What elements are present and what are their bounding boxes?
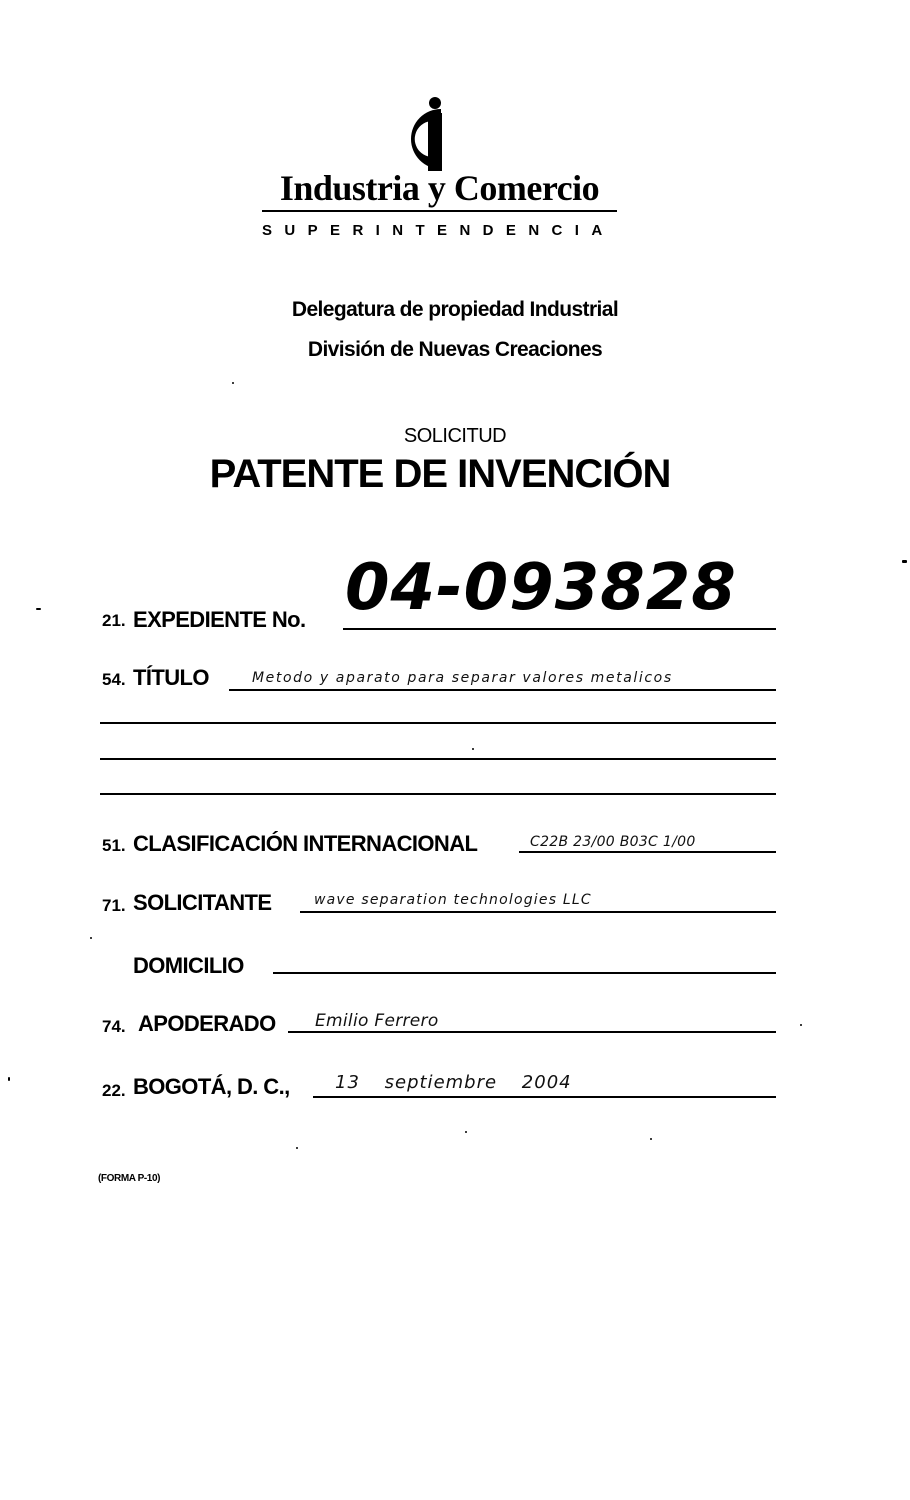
expediente-number: 21. xyxy=(102,611,126,630)
scan-speck xyxy=(800,1024,802,1026)
domicilio-line xyxy=(273,972,776,974)
bogota-value: 13 septiembre 2004 xyxy=(335,1072,572,1093)
solicitante-value: wave separation technologies LLC xyxy=(314,892,592,908)
solicitante-number: 71. xyxy=(102,896,126,915)
apoderado-number: 74. xyxy=(102,1017,126,1036)
patente-title: PATENTE DE INVENCIÓN xyxy=(209,452,671,496)
bogota-line xyxy=(313,1096,776,1098)
scan-speck xyxy=(90,937,92,939)
clasificacion-number: 51. xyxy=(102,836,126,855)
clasificacion-line xyxy=(519,851,776,853)
titulo-line-2 xyxy=(100,722,776,724)
apoderado-label: APODERADO xyxy=(138,1011,276,1036)
scan-speck xyxy=(650,1138,652,1140)
titulo-label: TÍTULO xyxy=(133,665,209,690)
solicitante-line xyxy=(300,911,776,913)
titulo-line-4 xyxy=(100,793,776,795)
scan-speck xyxy=(472,748,474,750)
scan-speck xyxy=(36,608,41,610)
apoderado-value: Emilio Ferrero xyxy=(315,1011,439,1031)
solicitud-title: SOLICITUD xyxy=(403,425,507,447)
scan-speck xyxy=(296,1147,298,1149)
forma-code: (FORMA P-10) xyxy=(98,1173,161,1184)
ic-logo-icon xyxy=(395,95,475,175)
titulo-line-3 xyxy=(100,758,776,760)
division-heading: División de Nuevas Creaciones xyxy=(307,338,603,361)
bogota-label: BOGOTÁ, D. C., xyxy=(133,1074,290,1099)
titulo-number: 54. xyxy=(102,670,126,689)
brand-name: Industria y Comercio xyxy=(279,168,600,208)
clasificacion-label: CLASIFICACIÓN INTERNACIONAL xyxy=(133,831,478,856)
scan-speck xyxy=(465,1131,467,1133)
titulo-value: Metodo y aparato para separar valores metalicos xyxy=(252,670,673,686)
expediente-value: 04-093828 xyxy=(345,551,737,625)
expediente-line xyxy=(343,628,776,630)
scan-speck xyxy=(902,560,907,563)
apoderado-line xyxy=(288,1031,776,1033)
clasificacion-value: C22B 23/00 B03C 1/00 xyxy=(530,834,696,850)
bogota-number: 22. xyxy=(102,1081,126,1100)
brand-subtitle: SUPERINTENDENCIA xyxy=(262,222,615,239)
delegatura-heading: Delegatura de propiedad Industrial xyxy=(291,298,619,321)
expediente-label: EXPEDIENTE No. xyxy=(133,607,306,632)
solicitante-label: SOLICITANTE xyxy=(133,890,272,915)
titulo-line xyxy=(229,689,776,691)
brand-rule xyxy=(262,210,617,212)
scan-speck xyxy=(232,382,234,384)
domicilio-label: DOMICILIO xyxy=(133,953,244,978)
scan-speck xyxy=(8,1077,10,1081)
